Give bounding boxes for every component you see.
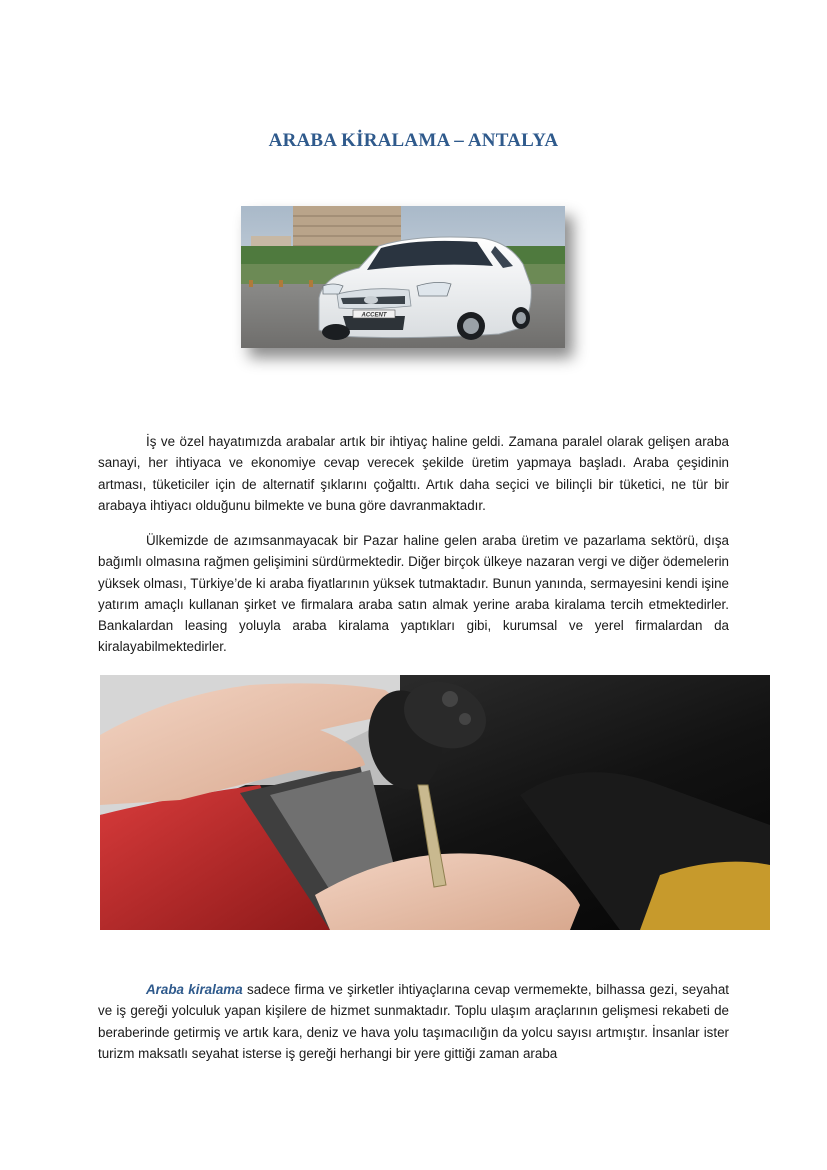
- paragraph-2: [98, 530, 729, 658]
- license-plate: ACCENT: [361, 312, 387, 319]
- page-title: ARABA KİRALAMA – ANTALYA: [268, 130, 559, 151]
- paragraph-1-text: İş ve özel hayatımızda arabalar artık bir ihtiyaç haline geldi. Zamana paralel olarak gelişen araba sanayi, her ihtiyaca ve ekonomiye cevap verecek şekilde üretim yapmaya başladı. Araba çeşidinin artması, tüketiciler için de alternatif şıklarını çoğalttı. Artık daha seçici ve bilinçli bir tüketici, ne tür bir arabaya ihtiyacı olduğunu bilmekte ve buna göre davranmaktadır.: [98, 434, 729, 513]
- paragraph-3-text: sadece firma ve şirketler ihtiyaçlarına cevap vermemekte, bilhassa gezi, seyahat ve iş gereği yolculuk yapan kişilere de hizmet sunmaktadır. Toplu ulaşım araçlarının gelişmesi rekabeti de beraberinde getirmiş ve artık kara, deniz ve hava yolu taşımacılığın da yolcu sayısı artmıştır. İnsanlar ister turizm maksatlı seyahat isterse iş gereği herhangi bir yere gittiği zaman araba: [98, 982, 729, 1061]
- car-keys-photo: [100, 675, 770, 930]
- paragraph-3: [98, 979, 729, 1064]
- paragraph-1: [98, 431, 729, 516]
- araba-kiralama-link[interactable]: Araba kiralama: [146, 982, 243, 997]
- car-photo: [241, 206, 565, 348]
- paragraph-2-text: Ülkemizde de azımsanmayacak bir Pazar haline gelen araba üretim ve pazarlama sektörü, dışa bağımlı olmasına rağmen gelişimini sürdürmektedir. Diğer birçok ülkeye nazaran vergi ve diğer ödemelerin yüksek olması, Türkiye’de ki araba fiyatlarının yüksek tutmaktadır. Bunun yanında, sermayesini kendi işine yatırım amaçlı kullanan şirket ve firmalara araba satın almak yerine araba kiralama tercih etmektedirler. Bankalardan leasing yoluyla araba kiralama yaptıkları gibi, kurumsal ve yerel firmalardan da kiralayabilmektedirler.: [98, 533, 729, 655]
